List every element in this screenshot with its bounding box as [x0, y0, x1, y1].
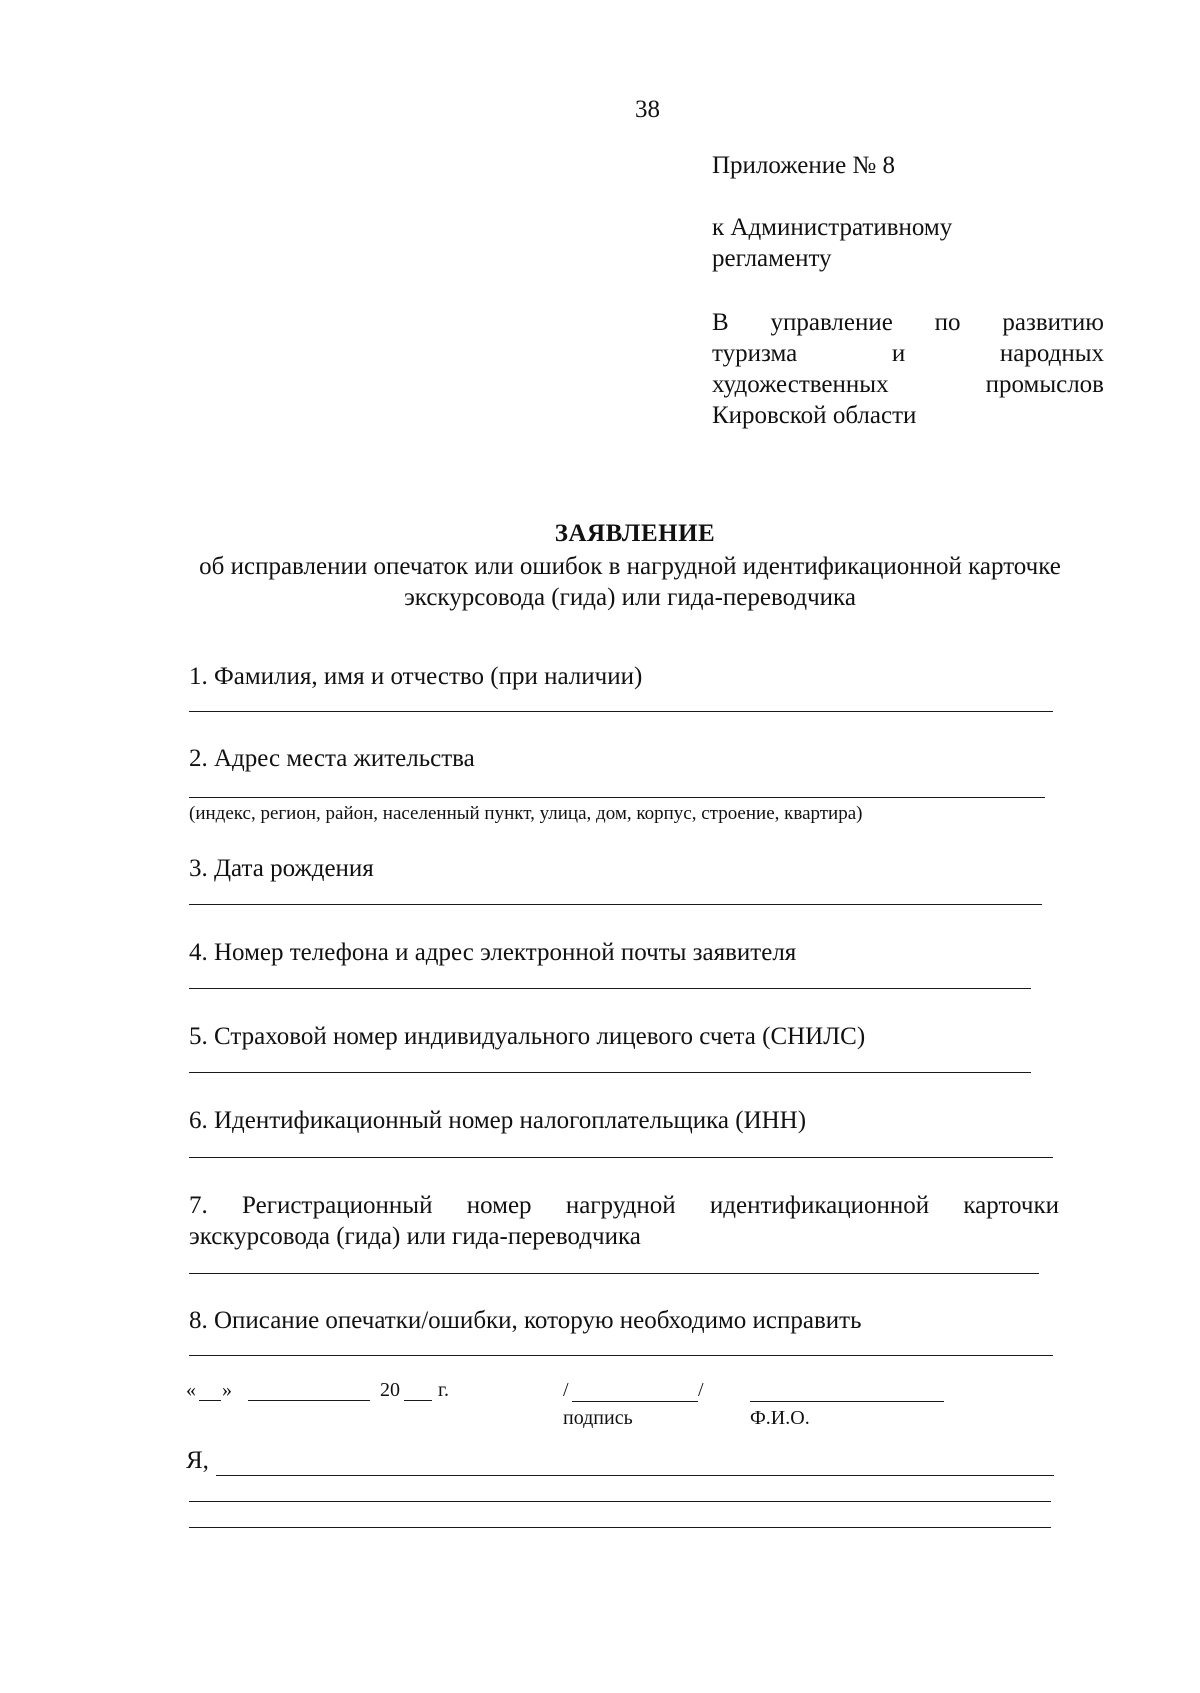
addressee-line: В управление по развитию [712, 309, 1104, 336]
consent-line-3[interactable] [189, 1527, 1051, 1528]
field-label-phone-email: 4. Номер телефона и адрес электронной почты заявителя [189, 939, 797, 966]
document-subtitle: об исправлении опечаток или ошибок в нагрудной идентификационной карточке экскурсовода (гида) или гида-переводчика [199, 553, 1061, 611]
address-hint: (индекс, регион, район, населенный пункт, улица, дом, корпус, строение, квартира) [189, 803, 863, 824]
appendix-reference-line1: к Административному [712, 214, 953, 241]
addressee-line: Кировской области [712, 402, 917, 429]
fio-line[interactable] [750, 1401, 944, 1402]
addressee-line: туризма и народных [712, 340, 1104, 367]
field-label-line: 7. Регистрационный номер нагрудной идентификационной карточки [189, 1192, 1059, 1219]
date-close-quote: » [222, 1379, 232, 1401]
registration-number-line[interactable] [189, 1273, 1039, 1274]
consent-label: Я, [186, 1447, 209, 1474]
field-label-full-name: 1. Фамилия, имя и отчество (при наличии) [189, 663, 643, 690]
consent-line-1[interactable] [216, 1475, 1054, 1476]
signature-line[interactable] [572, 1401, 698, 1402]
year-line[interactable] [404, 1400, 432, 1401]
date-day-line[interactable] [199, 1400, 221, 1401]
document-title: ЗАЯВЛЕНИЕ [554, 520, 716, 547]
appendix-number: Приложение № 8 [712, 152, 896, 179]
year-prefix: 20 [380, 1379, 400, 1401]
phone-email-line[interactable] [189, 988, 1031, 989]
address-line[interactable] [189, 797, 1045, 798]
field-label-snils: 5. Страховой номер индивидуального лицевого счета (СНИЛС) [189, 1023, 866, 1050]
snils-line[interactable] [189, 1072, 1031, 1073]
signature-slash-left: / [563, 1379, 569, 1401]
field-label-registration-number [189, 1190, 1059, 1221]
consent-line-2[interactable] [189, 1501, 1051, 1502]
fio-caption: Ф.И.О. [750, 1407, 810, 1429]
field-label-registration-number-cont: экскурсовода (гида) или гида-переводчика [189, 1223, 641, 1250]
appendix-reference-line2: регламенту [712, 245, 832, 272]
date-month-line[interactable] [248, 1400, 370, 1401]
date-open-quote: « [186, 1379, 196, 1401]
field-label-birth-date: 3. Дата рождения [189, 855, 374, 882]
signature-caption: подпись [563, 1407, 633, 1429]
addressee [712, 307, 1104, 431]
inn-line[interactable] [189, 1157, 1053, 1158]
addressee-line: художественных промыслов [712, 371, 1104, 398]
field-label-inn: 6. Идентификационный номер налогоплательщика (ИНН) [189, 1107, 807, 1134]
full-name-line[interactable] [189, 711, 1053, 712]
birth-date-line[interactable] [189, 904, 1042, 905]
field-label-error-description: 8. Описание опечатки/ошибки, которую необходимо исправить [189, 1307, 862, 1334]
page-number: 38 [635, 96, 660, 123]
year-suffix: г. [438, 1379, 449, 1401]
error-description-line[interactable] [189, 1355, 1053, 1356]
signature-slash-right: / [698, 1379, 704, 1401]
field-label-address: 2. Адрес места жительства [189, 745, 475, 772]
